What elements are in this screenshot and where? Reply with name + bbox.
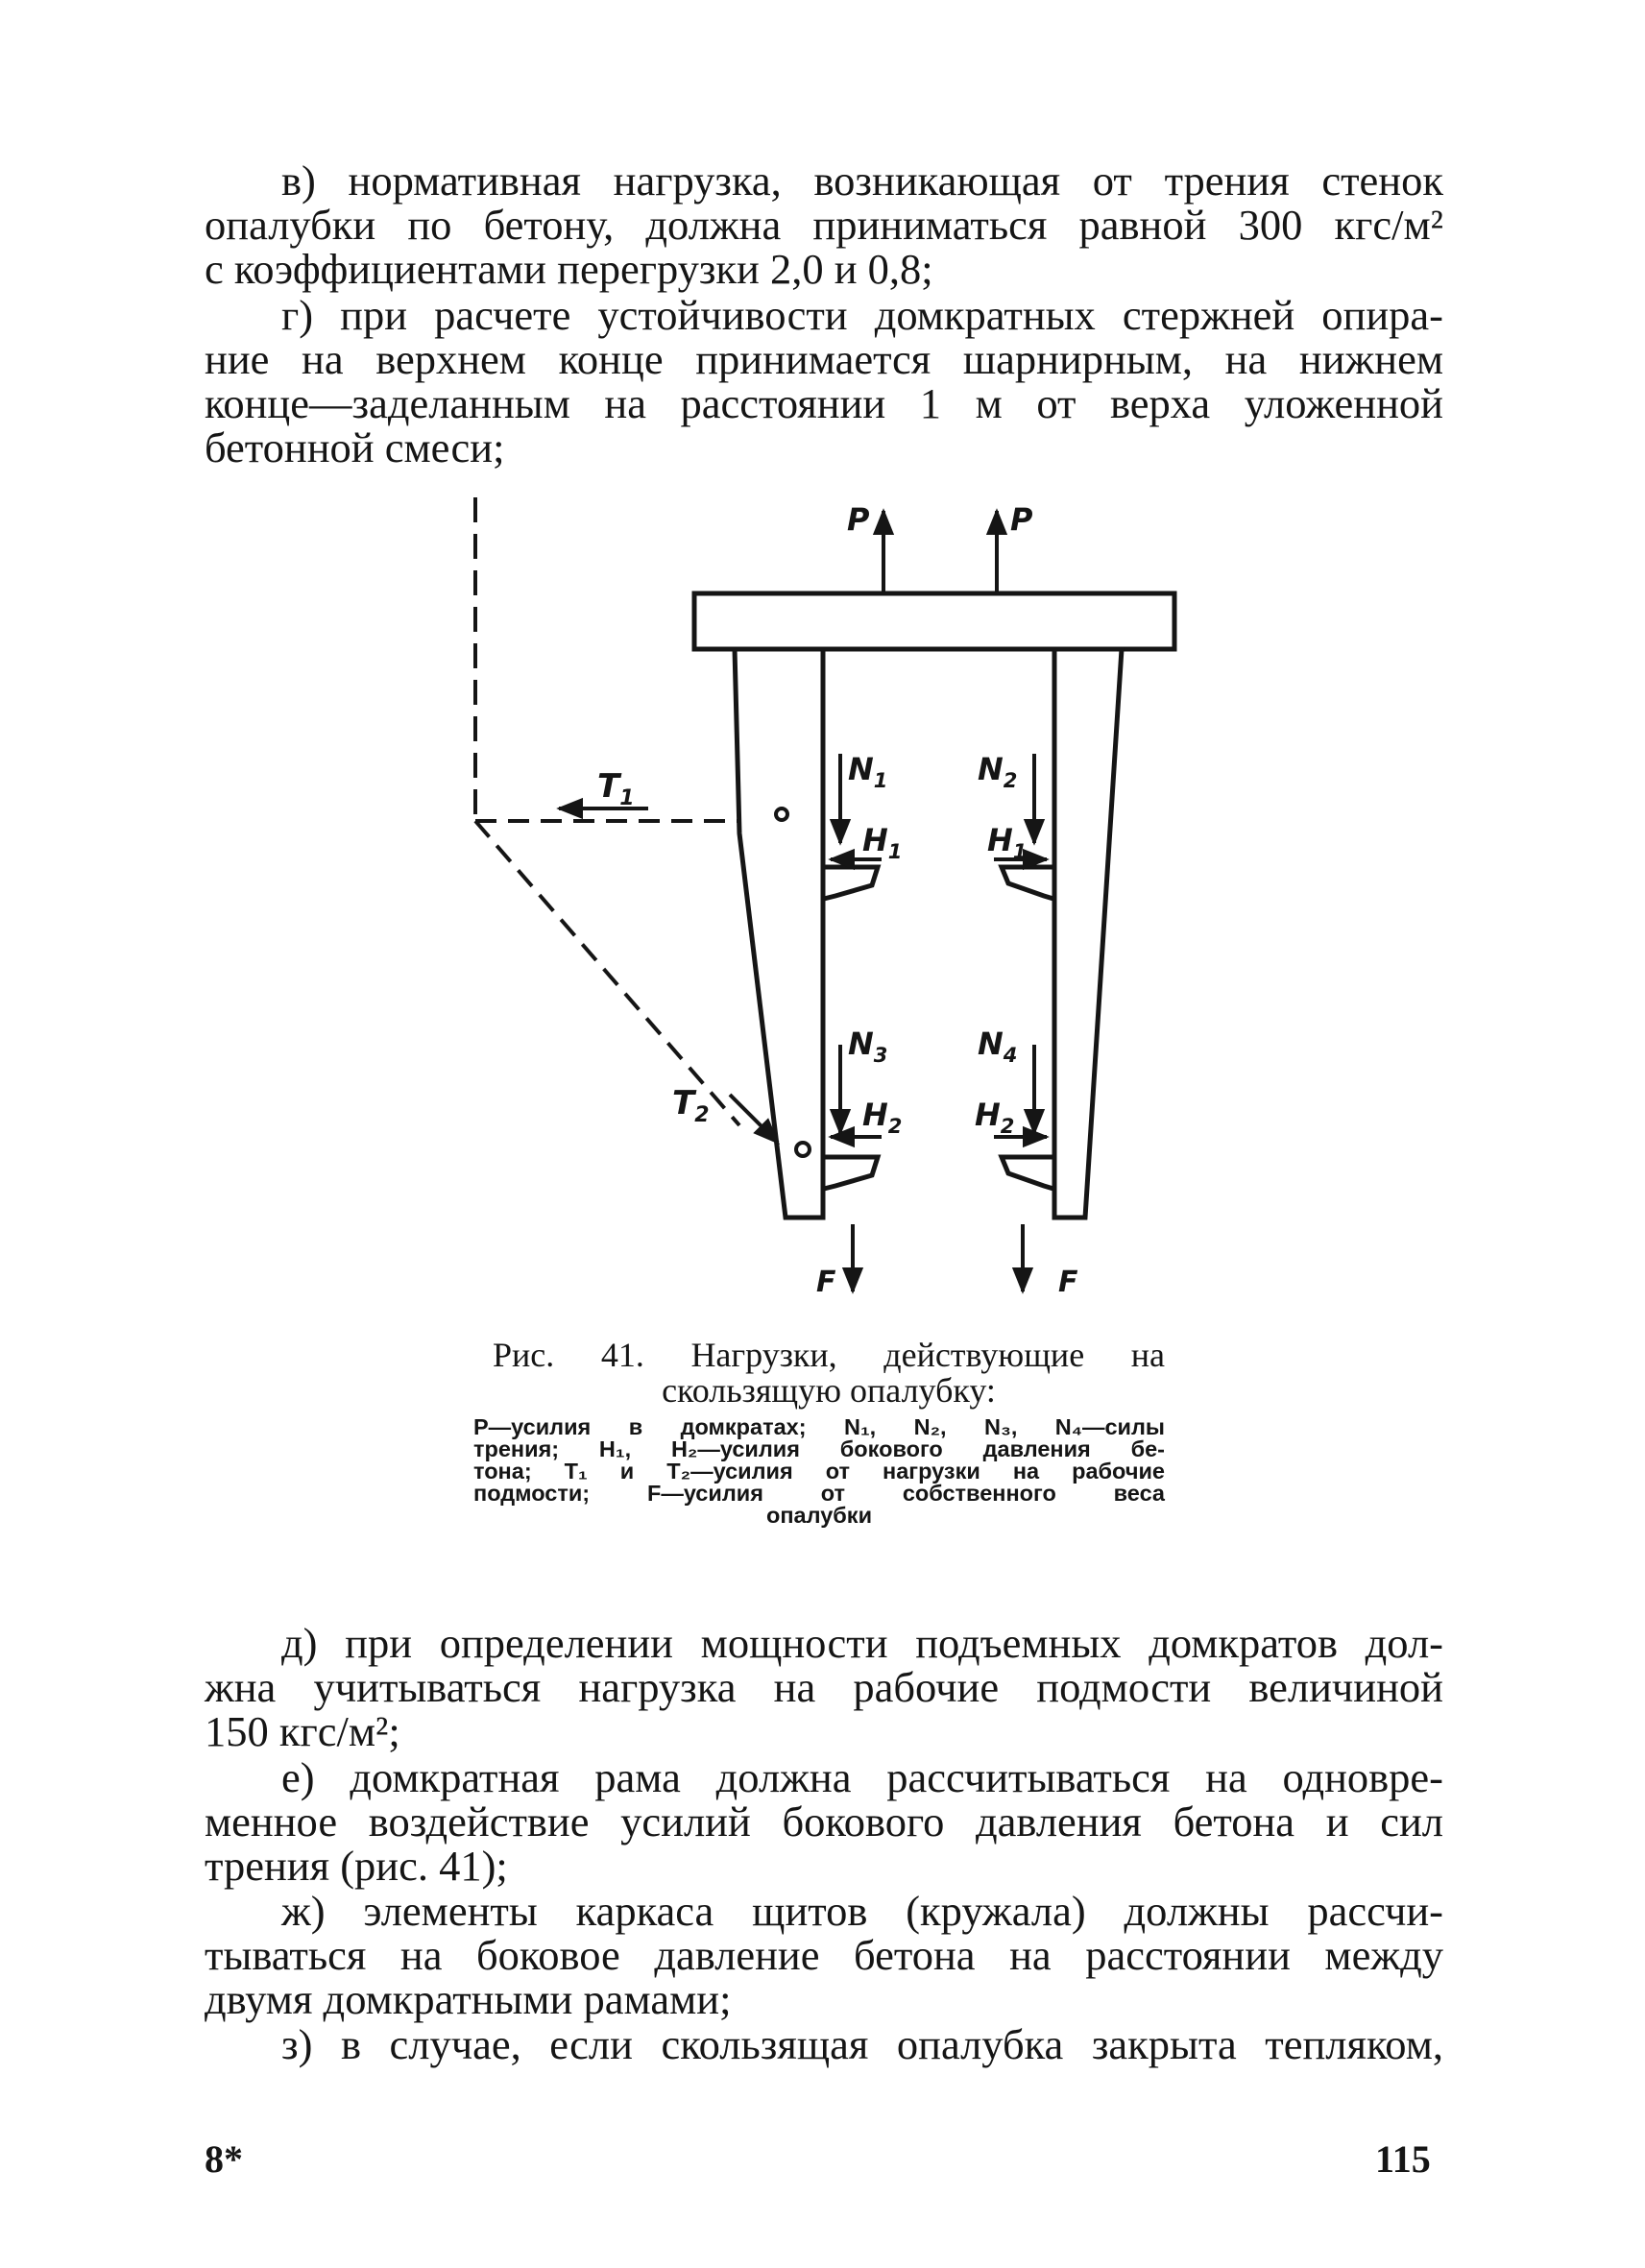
label-p-left: P xyxy=(847,501,870,538)
text-line: опалубки по бетону, должна приниматься равной 300 кгс/м² xyxy=(205,201,1443,249)
text-line: ж) элементы каркаса щитов (кружала) должны рассчи- xyxy=(281,1887,1443,1935)
text-line: бетонной смеси; xyxy=(205,423,505,471)
paragraph-d xyxy=(205,1621,1443,1753)
text-line: жна учитываться нагрузка на рабочие подмости величиной xyxy=(205,1663,1443,1711)
right-leg xyxy=(1054,649,1122,1218)
arrows-h xyxy=(831,859,1047,1137)
text-line: е) домкратная рама должна рассчитываться на одновре- xyxy=(281,1753,1443,1801)
label-n3: $N_3$ xyxy=(848,1025,888,1067)
arrows-p xyxy=(883,511,997,595)
label-h1-left: $H_1$ xyxy=(862,822,903,863)
caption-line: скользящую опалубку: xyxy=(662,1371,996,1410)
text-line: конце—заделанным на расстоянии 1 м от верха уложенной xyxy=(205,379,1443,427)
caption-line: подмости; F—усилия от собственного веса xyxy=(473,1481,1165,1506)
text-line: трения (рис. 41); xyxy=(205,1842,508,1890)
caption-line: трения; H₁, H₂—усилия бокового давления бе- xyxy=(473,1436,1165,1461)
label-h2-left: $H_2$ xyxy=(862,1097,903,1138)
text-line: з) в случае, если скользящая опалубка закрыта тепляком, xyxy=(281,2020,1443,2068)
text-line: 150 кгс/м²; xyxy=(205,1707,400,1755)
text-line: менное воздействие усилий бокового давления бетона и сил xyxy=(205,1798,1443,1846)
caption-line: тона; T₁ и T₂—усилия от нагрузки на рабочие xyxy=(473,1459,1165,1484)
paragraph-v xyxy=(205,158,1443,291)
label-f-right: F xyxy=(1058,1266,1078,1299)
label-h1-right: $H_1$ xyxy=(987,822,1028,863)
left-leg xyxy=(735,649,823,1218)
text-line: г) при расчете устойчивости домкратных стержней опира- xyxy=(281,291,1443,339)
paragraph-zh xyxy=(205,1889,1443,2021)
text-line: д) при определении мощности подъемных домкратов дол- xyxy=(281,1619,1443,1667)
arrows-f xyxy=(853,1224,1023,1291)
hinge-circle xyxy=(776,808,787,820)
caption-line: Рис. 41. Нагрузки, действующие на xyxy=(493,1336,1165,1374)
label-n2: $N_2$ xyxy=(978,751,1018,792)
printer-signature: 8* xyxy=(205,2137,243,2181)
label-f-left: F xyxy=(816,1266,836,1299)
figure-caption-title xyxy=(493,1338,1165,1409)
arrows-n xyxy=(840,754,1034,1133)
label-n1: $N_1$ xyxy=(848,751,888,792)
figure-41-diagram xyxy=(451,480,1200,1315)
text-line: ние на верхнем конце принимается шарнирным, на нижнем xyxy=(205,335,1443,383)
label-h2-right: $H_2$ xyxy=(975,1097,1015,1138)
label-p-right: P xyxy=(1010,501,1033,538)
paragraph-g xyxy=(205,293,1443,470)
top-beam xyxy=(694,593,1174,649)
paragraph-z xyxy=(205,2022,1443,2066)
text-line: двумя домкратными рамами; xyxy=(205,1975,732,2023)
page-number: 115 xyxy=(1375,2137,1431,2181)
label-n4: $N_4$ xyxy=(978,1025,1018,1067)
paragraph-e xyxy=(205,1755,1443,1888)
label-t2: $T_2$ xyxy=(672,1084,710,1127)
label-t1: $T_1$ xyxy=(597,767,635,810)
figure-caption-legend xyxy=(473,1416,1165,1527)
text-line: с коэффициентами перегрузки 2,0 и 0,8; xyxy=(205,245,933,293)
text-line: в) нормативная нагрузка, возникающая от трения стенок xyxy=(281,157,1443,205)
text-line: тываться на боковое давление бетона на расстоянии между xyxy=(205,1931,1443,1979)
caption-line: P—усилия в домкратах; N₁, N₂, N₃, N₄—силы xyxy=(473,1414,1165,1439)
hinge-circle xyxy=(796,1143,810,1156)
caption-line: опалубки xyxy=(765,1503,873,1528)
